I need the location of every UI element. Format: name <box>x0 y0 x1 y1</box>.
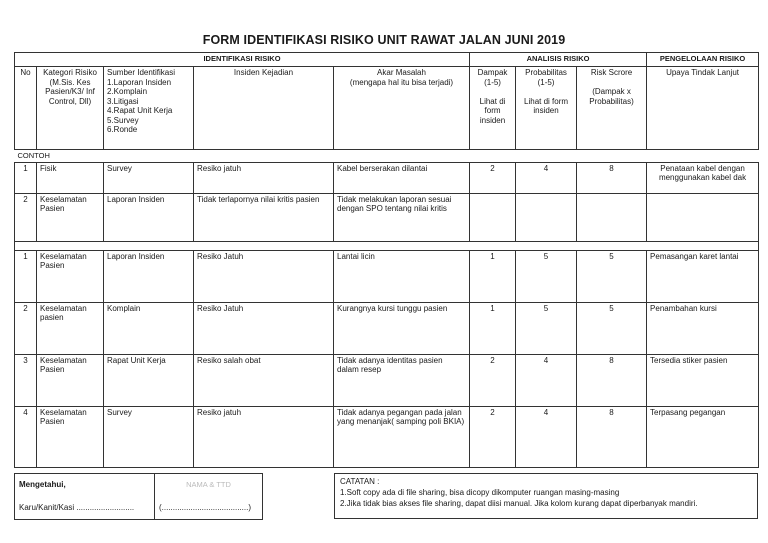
cell-tindak: Tersedia stiker pasien <box>647 354 759 406</box>
jabatan-line: Karu/Kanit/Kasi .......................... <box>15 497 155 520</box>
cell-sumber: Survey <box>104 162 194 193</box>
cell-dampak: 2 <box>470 406 516 467</box>
cell-no: 2 <box>15 302 37 354</box>
col-insiden: Insiden Kejadian <box>194 67 334 150</box>
cell-no: 3 <box>15 354 37 406</box>
col-skor: Risk Scrore (Dampak x Probabilitas) <box>577 67 647 150</box>
cell-sumber: Laporan Insiden <box>104 193 194 241</box>
group-pengelolaan: PENGELOLAAN RISIKO <box>647 53 759 67</box>
group-identifikasi: IDENTIFIKASI RISIKO <box>15 53 470 67</box>
cell-insiden: Tidak terlapornya nilai kritis pasien <box>194 193 334 241</box>
cell-skor: 8 <box>577 406 647 467</box>
cell-sumber: Komplain <box>104 302 194 354</box>
signature-box <box>14 473 263 520</box>
col-kategori: Kategori Risiko (M.Sis. Kes Pasien/K3/ Inf Control, Dll) <box>37 67 104 150</box>
cell-insiden: Resiko jatuh <box>194 162 334 193</box>
cell-dampak: 1 <box>470 250 516 302</box>
cell-akar: Tidak melakukan laporan sesuai dengan SPO tentang nilai kritis <box>334 193 470 241</box>
cell-dampak: 2 <box>470 354 516 406</box>
cell-no: 4 <box>15 406 37 467</box>
cell-dampak: 1 <box>470 302 516 354</box>
col-akar: Akar Masalah (mengapa hal itu bisa terjadi) <box>334 67 470 150</box>
cell-kategori: Fisik <box>37 162 104 193</box>
col-sumber: Sumber Identifikasi 1.Laporan Insiden 2.Komplain 3.Litigasi 4.Rapat Unit Kerja 5.Survey 6.Ronde <box>104 67 194 150</box>
cell-no: 1 <box>15 162 37 193</box>
cell-kategori: Keselamatan Pasien <box>37 193 104 241</box>
col-dampak: Dampak (1-5) Lihat di form insiden <box>470 67 516 150</box>
nama-ttd-label: NAMA & TTD <box>155 474 263 497</box>
cell-kategori: Keselamatan Pasien <box>37 354 104 406</box>
cell-no: 1 <box>15 250 37 302</box>
cell-prob: 5 <box>516 250 577 302</box>
col-tindak: Upaya Tindak Lanjut <box>647 67 759 150</box>
cell-skor: 5 <box>577 302 647 354</box>
form-title: FORM IDENTIFIKASI RISIKO UNIT RAWAT JALAN JUNI 2019 <box>202 33 566 47</box>
cell-tindak: Terpasang pegangan <box>647 406 759 467</box>
catatan-title: CATATAN : <box>340 477 380 486</box>
column-header-row <box>15 67 759 150</box>
cell-prob: 4 <box>516 162 577 193</box>
cell-tindak: Penambahan kursi <box>647 302 759 354</box>
table-row <box>15 302 759 354</box>
cell-akar: Tidak adanya pegangan pada jalan yang menanjak( samping poli BKIA) <box>334 406 470 467</box>
catatan-item-2: 2.Jika tidak bias akses file sharing, dapat diisi manual. Jika kolom kurang dapat diperbanyak mandiri. <box>340 499 698 508</box>
group-analisis: ANALISIS RISIKO <box>470 53 647 67</box>
table-row <box>15 193 759 241</box>
table-row <box>15 162 759 193</box>
cell-prob: 4 <box>516 406 577 467</box>
cell-sumber: Rapat Unit Kerja <box>104 354 194 406</box>
cell-akar: Tidak adanya identitas pasien dalam resep <box>334 354 470 406</box>
table-row <box>15 250 759 302</box>
cell-skor: 5 <box>577 250 647 302</box>
cell-akar: Kabel berserakan dilantai <box>334 162 470 193</box>
gap-row <box>15 241 759 250</box>
cell-insiden: Resiko Jatuh <box>194 302 334 354</box>
group-header-row <box>15 53 759 67</box>
cell-skor: 8 <box>577 162 647 193</box>
cell-akar: Lantai licin <box>334 250 470 302</box>
cell-sumber: Survey <box>104 406 194 467</box>
cell-kategori: Keselamatan Pasien <box>37 406 104 467</box>
contoh-label: CONTOH <box>15 150 759 163</box>
cell-akar: Kurangnya kursi tunggu pasien <box>334 302 470 354</box>
signature-dots: (.......................................) <box>155 497 263 520</box>
table-row <box>15 354 759 406</box>
cell-skor: 8 <box>577 354 647 406</box>
col-no: No <box>15 67 37 150</box>
cell-skor <box>577 193 647 241</box>
cell-dampak <box>470 193 516 241</box>
cell-prob <box>516 193 577 241</box>
cell-no: 2 <box>15 193 37 241</box>
cell-insiden: Resiko Jatuh <box>194 250 334 302</box>
cell-sumber: Laporan Insiden <box>104 250 194 302</box>
cell-prob: 5 <box>516 302 577 354</box>
notes-box <box>334 473 758 519</box>
table-row <box>15 406 759 467</box>
cell-prob: 4 <box>516 354 577 406</box>
cell-insiden: Resiko jatuh <box>194 406 334 467</box>
cell-insiden: Resiko salah obat <box>194 354 334 406</box>
contoh-row <box>15 150 759 163</box>
cell-tindak: Pemasangan karet lantai <box>647 250 759 302</box>
col-probabilitas: Probabilitas (1-5) Lihat di form insiden <box>516 67 577 150</box>
cell-tindak <box>647 193 759 241</box>
cell-dampak: 2 <box>470 162 516 193</box>
risk-table <box>14 52 759 468</box>
mengetahui-label: Mengetahui, <box>15 474 155 497</box>
cell-kategori: Keselamatan pasien <box>37 302 104 354</box>
cell-kategori: Keselamatan Pasien <box>37 250 104 302</box>
catatan-item-1: 1.Soft copy ada di file sharing, bisa dicopy dikomputer ruangan masing-masing <box>340 488 620 497</box>
cell-tindak: Penataan kabel dengan menggunakan kabel dak <box>647 162 759 193</box>
